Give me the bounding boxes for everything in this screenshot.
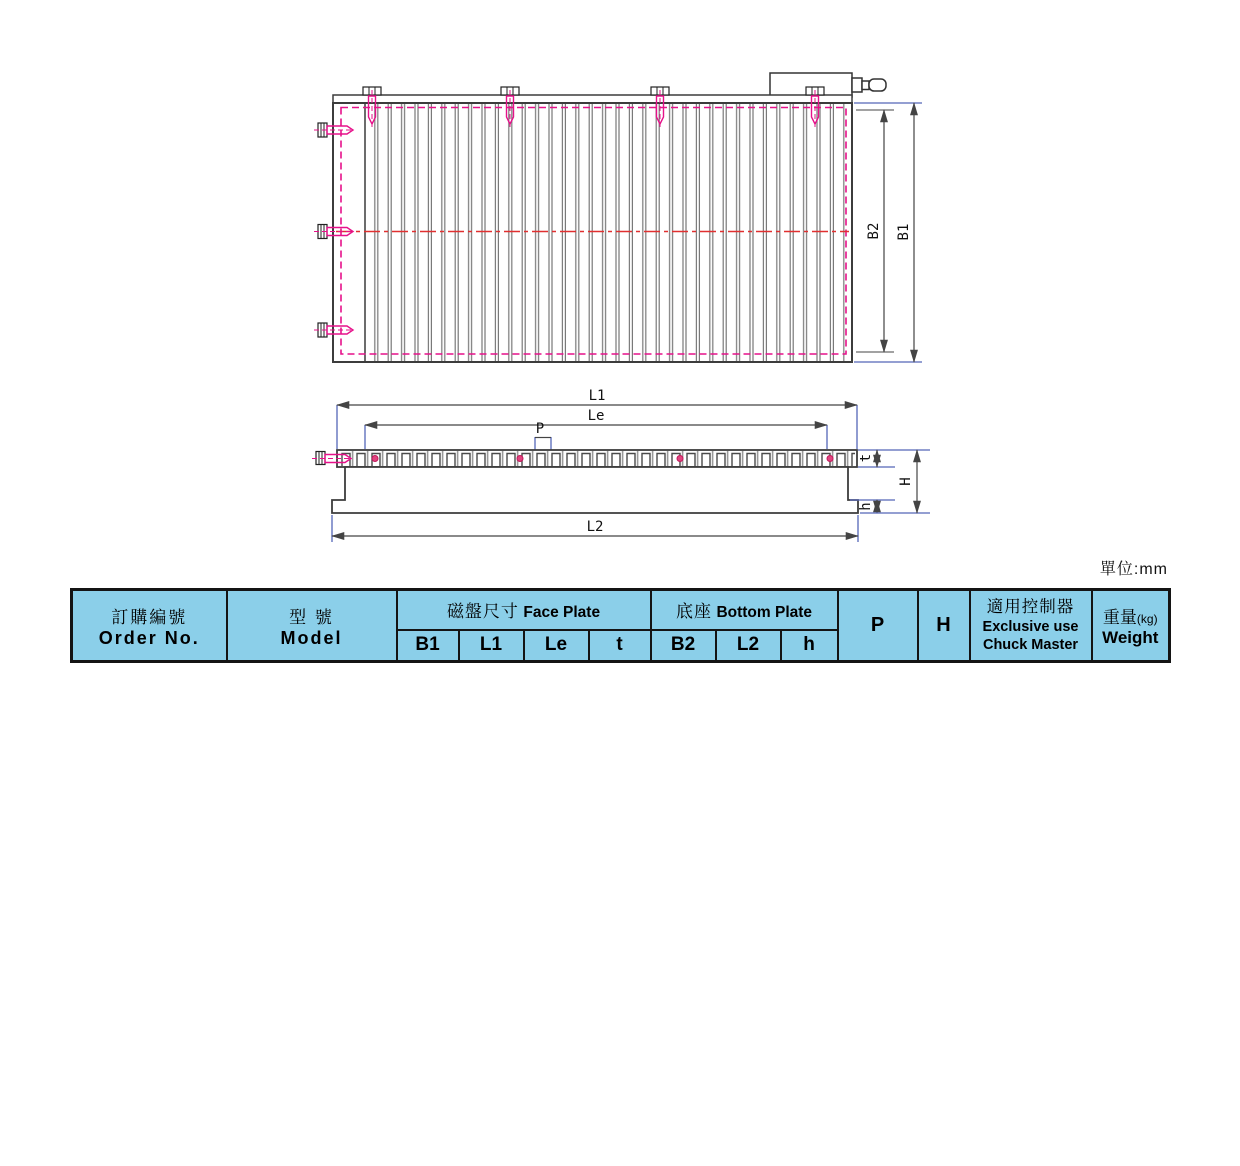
header-chuck-master: 適用控制器 Exclusive use Chuck Master (970, 590, 1092, 662)
dimension-t (858, 450, 930, 467)
b1-label: B1 (896, 223, 912, 241)
le-label: Le (587, 408, 605, 424)
header-l1: L1 (459, 630, 524, 662)
pole-stripes (366, 104, 845, 361)
l1-label: L1 (588, 388, 606, 404)
dimension-b2 (856, 110, 894, 352)
header-h: H (918, 590, 970, 662)
t-label: t (858, 453, 874, 463)
header-bottom-plate: 底座 Bottom Plate (651, 590, 838, 630)
connector-block (770, 73, 886, 97)
header-l2: L2 (716, 630, 781, 662)
header-order-no: 訂購編號 Order No. (72, 590, 227, 662)
header-le: Le (524, 630, 589, 662)
header-weight: 重量(kg) Weight (1092, 590, 1170, 662)
header-p: P (838, 590, 918, 662)
header-h-sub: h (781, 630, 838, 662)
side-view (312, 388, 930, 542)
spec-table (70, 588, 1171, 663)
header-b2: B2 (651, 630, 716, 662)
unit-note: 單位:mm (1099, 561, 1168, 578)
dimension-b1 (854, 103, 922, 362)
p-label: P (535, 421, 545, 437)
H-label: H (898, 477, 914, 486)
b2-label: B2 (866, 222, 882, 240)
pole-teeth (339, 451, 855, 466)
dimension-l2 (332, 515, 858, 542)
technical-drawing (0, 0, 1240, 560)
top-bar (333, 95, 852, 103)
base-outline (332, 467, 858, 513)
header-t: t (589, 630, 651, 662)
l2-label: L2 (586, 519, 604, 535)
header-model: 型 號 Model (227, 590, 397, 662)
top-view (314, 73, 922, 362)
header-face-plate: 磁盤尺寸 Face Plate (397, 590, 651, 630)
h-label: h (858, 502, 874, 511)
dimension-le (365, 408, 827, 449)
header-b1: B1 (397, 630, 459, 662)
